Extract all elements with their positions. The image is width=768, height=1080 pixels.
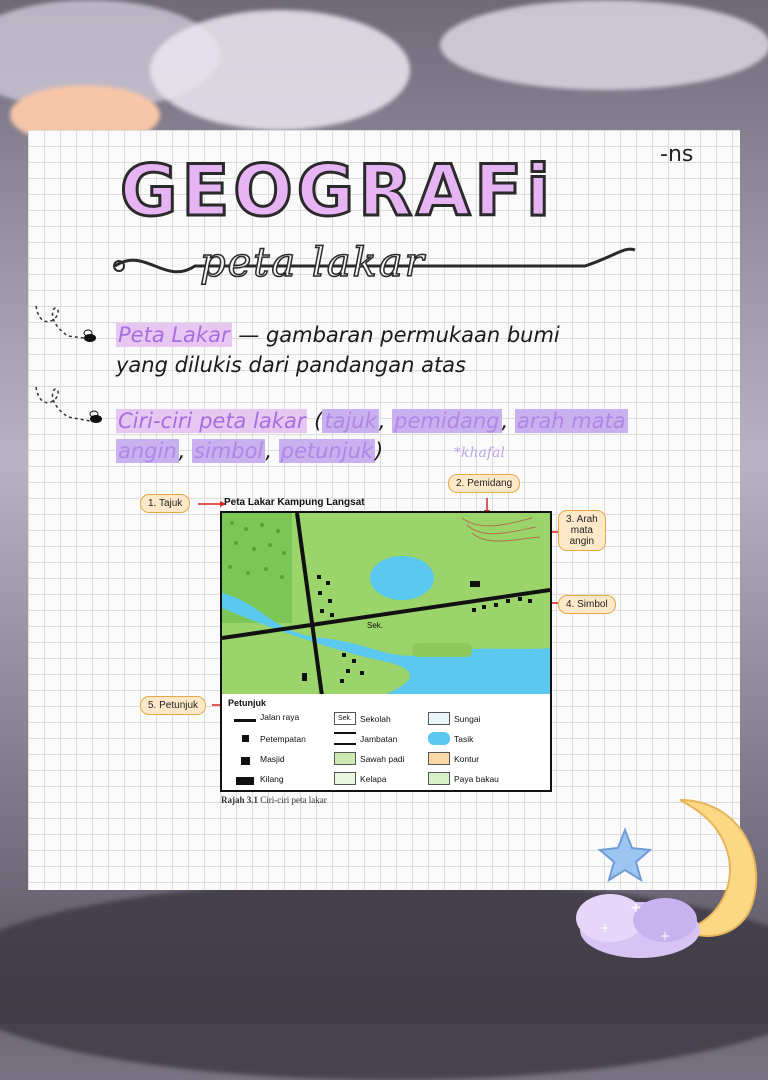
- features-line-1: Ciri-ciri peta lakar (tajuk, pemidang, arah mata: [118, 409, 626, 433]
- svg-text:+: +: [600, 921, 611, 935]
- legend-title: Petunjuk: [228, 698, 267, 708]
- settlement-symbol: [234, 732, 256, 745]
- definition-term: Peta Lakar: [118, 323, 230, 347]
- feature-pemidang: pemidang: [394, 409, 500, 433]
- paddy-symbol: [334, 752, 356, 765]
- legend-item-petempatan: [234, 732, 306, 745]
- coconut-symbol: [334, 772, 356, 785]
- mosque-symbol: [234, 752, 256, 765]
- signature: *khafal: [454, 445, 505, 461]
- author-initials: -ns: [660, 142, 694, 167]
- figure-caption: [221, 795, 327, 805]
- legend-item-sungai: [428, 712, 480, 725]
- legend-label: Sungai: [454, 713, 481, 724]
- feature-arah-mata: arah mata: [516, 409, 626, 433]
- map-label-sek: Sek.: [367, 621, 384, 630]
- map-legend: [220, 694, 552, 792]
- factory-symbol: [234, 772, 256, 785]
- legend-label: Kelapa: [360, 773, 387, 784]
- definition-line-2: yang dilukis dari pandangan atas: [116, 353, 466, 377]
- contour-symbol: [428, 752, 450, 765]
- caption-label: Rajah 3.1: [221, 795, 259, 805]
- legend-item-kontur: [428, 752, 479, 765]
- svg-text:+: +: [630, 900, 642, 916]
- svg-text:+: +: [660, 929, 671, 943]
- bee-trail-icon: [34, 302, 100, 344]
- river-symbol: [428, 712, 450, 725]
- mangrove-symbol: [428, 772, 450, 785]
- feature-petunjuk: petunjuk: [280, 439, 374, 463]
- map-drawing: [222, 513, 550, 696]
- definition-text: — gambaran permukaan bumi: [231, 323, 560, 347]
- page-title: GEOGRAFi: [120, 150, 555, 232]
- road-symbol: [234, 719, 256, 722]
- bee-trail-icon: [34, 383, 106, 427]
- caption-text: Ciri-ciri peta lakar: [258, 795, 327, 805]
- feature-tajuk: tajuk: [324, 409, 377, 433]
- legend-label: Paya bakau: [454, 773, 499, 784]
- legend-item-kelapa: [334, 772, 386, 785]
- features-line-2: angin, simbol, petunjuk): [118, 439, 384, 463]
- legend-label: Kilang: [260, 773, 284, 784]
- cloud: [440, 0, 768, 90]
- legend-item-jalan-raya: [234, 712, 299, 722]
- moon-star-decoration: [570, 790, 768, 970]
- page-subtitle: peta lakar: [200, 240, 426, 286]
- lake-symbol: [428, 732, 450, 745]
- callout-tajuk: 1. Tajuk: [140, 494, 190, 513]
- callout-arah-line-2: mata: [570, 525, 593, 536]
- legend-item-sawah-padi: [334, 752, 404, 765]
- feature-simbol: simbol: [194, 439, 264, 463]
- legend-label: Kontur: [454, 753, 480, 764]
- legend-label: Jambatan: [360, 733, 398, 744]
- definition-line-1: [116, 320, 560, 350]
- legend-item-sekolah: [334, 712, 391, 725]
- callout-pemidang: 2. Pemidang: [448, 474, 520, 493]
- callout-arah-line-3: angin: [569, 536, 595, 547]
- legend-label: Masjid: [260, 753, 285, 764]
- legend-label: Petempatan: [260, 733, 306, 744]
- legend-label: Sekolah: [360, 713, 391, 724]
- legend-item-kilang: [234, 772, 284, 785]
- callout-petunjuk: 5. Petunjuk: [140, 696, 206, 715]
- school-symbol: Sek.: [334, 712, 356, 725]
- features-term: Ciri-ciri peta lakar: [118, 409, 306, 433]
- feature-angin: angin: [118, 439, 177, 463]
- legend-item-jambatan: [334, 732, 397, 745]
- callout-simbol: 4. Simbol: [558, 595, 616, 614]
- legend-label: Jalan raya: [260, 712, 300, 722]
- sketch-map: [220, 511, 552, 698]
- legend-label: Sawah padi: [360, 753, 405, 764]
- map-title: Peta Lakar Kampung Langsat: [224, 497, 365, 508]
- bridge-symbol: [334, 732, 356, 745]
- legend-label: Tasik: [454, 733, 474, 744]
- callout-arah-line-1: 3. Arah: [566, 514, 598, 525]
- legend-item-tasik: [428, 732, 473, 745]
- legend-item-paya-bakau: [428, 772, 499, 785]
- cloud: [150, 10, 410, 130]
- legend-item-masjid: [234, 752, 285, 765]
